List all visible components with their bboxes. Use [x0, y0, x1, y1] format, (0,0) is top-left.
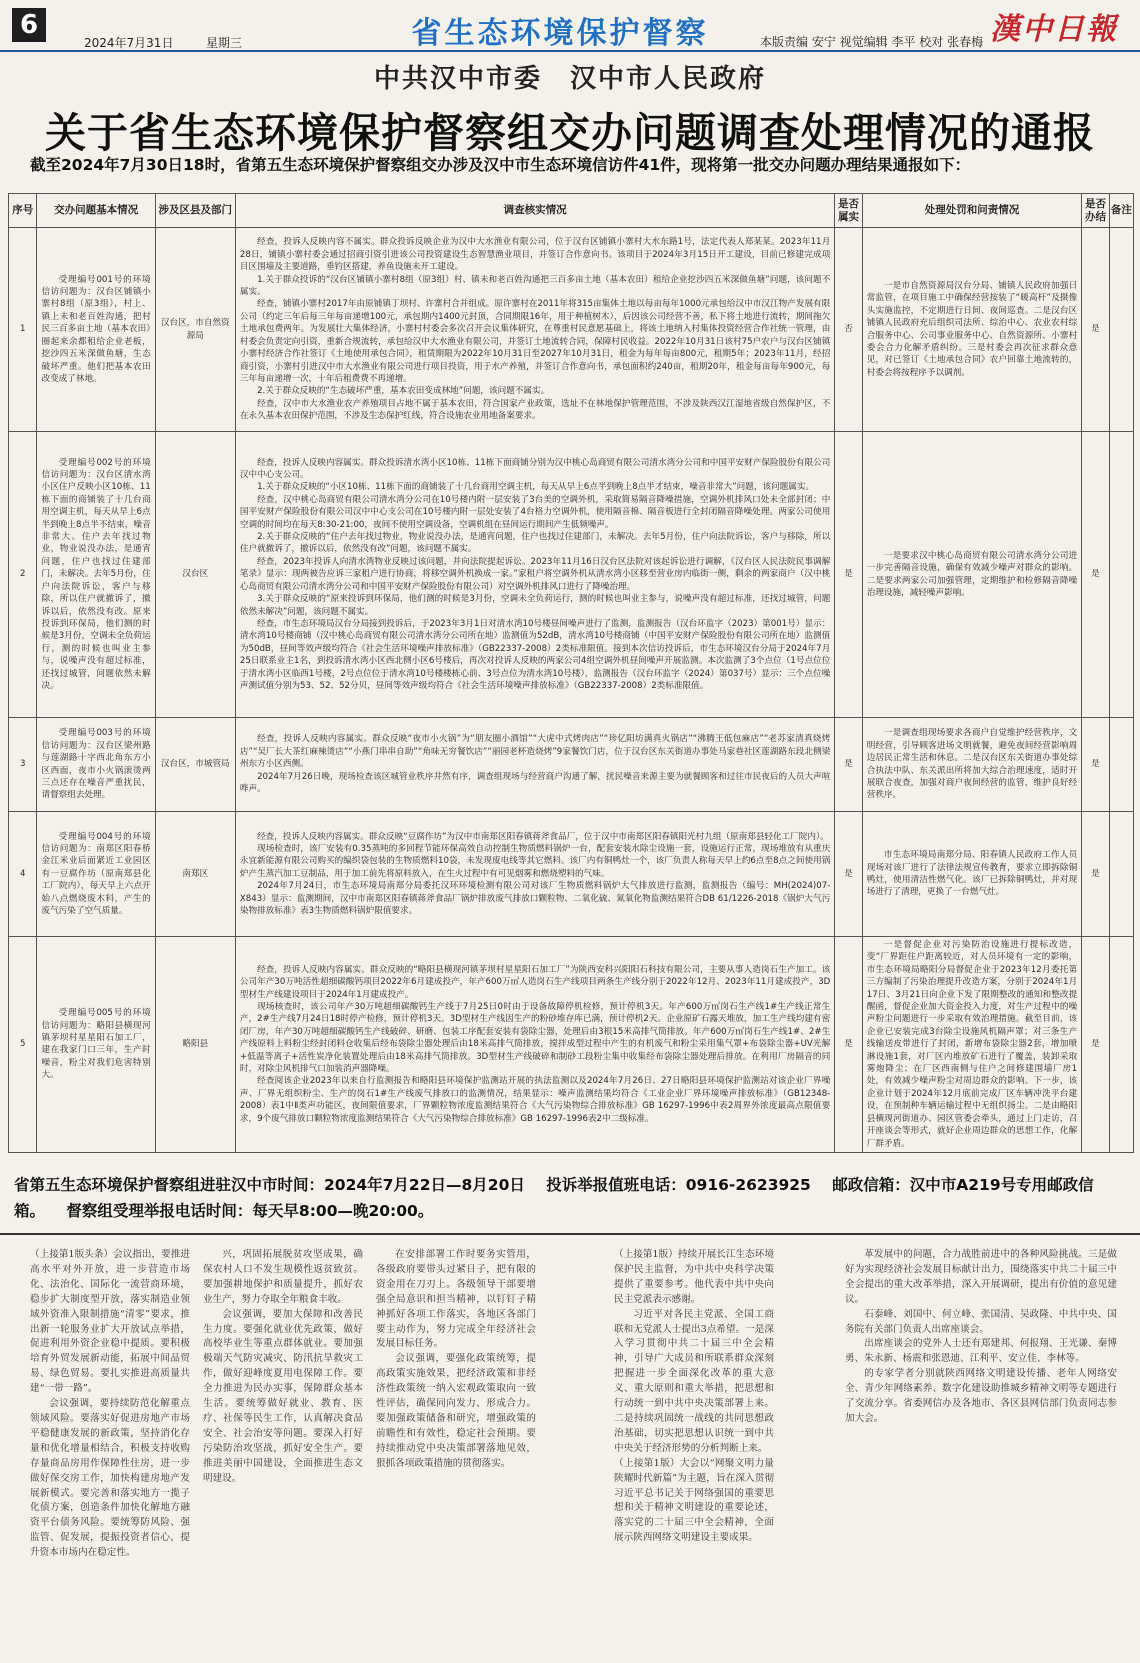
row-survey: 经查，投诉人反映内容属实。群众投诉清水湾小区10栋、11栋下面商铺分别为汉中桃心岛商贸有限公司清水湾分公司和中国平安财产保险股份有限公司汉中中心支公司。 1.关于群众反映的“小区10栋、11栋下面的商铺装了十几台商用空调主机，每天从早上6点半到晚上8点半才结束，噪音非常大”问题，该问题属实。 经查，汉中桃心岛商贸有限公司清水湾分公司在10号楼内附一层安装了3台美的空调外机，采取简易隔音降噪措施，空调外机排风口处未全部封闭；中国平安财产保险股份有限公司汉中中心支公司在10号楼内附一层处安装了4台格力空调外机，使用隔音棉、隔音板进行全封闭隔音降噪处理。两家公司使用空调的时间均在每天8:30-21:00，夜间不使用空调设备，空调机组在昼间运行期间产生低频噪声。 2.关于群众反映的“住户去年找过物业，物业说没办法，是通宵问题，住户也找过住建部门，未解决。去年5月份，住户向法院诉讼，客户与移除，所以住户就撤诉了，撤诉以后，依然没有改”问题，该问题不属实。 经查，2023年投诉人向清水湾物业反映过该问题，并向法院提起诉讼。2023年11月16日汉台区法院对该起诉讼进行调解，《汉台区人民法院民事调解笔录》显示：现两被告应诉三家租户进行协商，将移空调外机换成一家。”家租户将空调外机从清水湾小区移至营业房内临街一侧，剩余的两家商户（汉中桃心岛商贸有限公司清水湾分公司和中国平安财产保险股份有限公司）对空调外机排风口进行了降噪治理。 3.关于群众反映的“原来投诉到环保局，他们测的时候是3月份，空调未全负荷运行，测的时候也叫业主参与，说噪声没有超过标准，还找过城管，问题依然未解决”问题，该问题不属实。 经查，市生态环境局汉台分局接到投诉后，于2023年3月1日对清水湾10号楼昼间噪声进行了监测，监测报告（汉台环监字（2023）第001号）显示：清水湾10号楼商铺（汉中桃心岛商贸有限公司清水湾分公司所在地）监测值为52dB，清水湾10号楼商铺（中国平安财产保险股份有限公司所在地）监测值为50dB，昼间等效声级均符合《社会生活环境噪声排放标准》（GB22337-2008）2类标准限值。接到本次信访投诉后，市生态环境汉台分局于2024年7月25日联系业主1名，到投诉清水湾小区西北侧小区6号楼后，再次对投诉人反映的两家公司4组空调外机昼间噪声开展监测。本次监测了3个点位（1号点位位于清水湾小区临西1号楼，2号点位位于清水湾10号楼楼栋心前、3号点位为清水湾10号楼），监测报告（汉台环监字（2024）第037号）显示：三个点位噪声测试值分别为53、52、52分贝，昼间等效声级均符合《社会生活环境噪声排放标准》（GB22337-2008）2类标准限值。: [235, 432, 834, 718]
row-handling: 市生态环境局南郑分局、阳春镇人民政府工作人员现场对该厂进行了法律法规宣传教育，要求立即拆除铜鸭灶，使用清洁性燃气化。该厂已拆除铜鸭灶，并对现场进行了清理，更换了一台燃气灶。: [862, 812, 1082, 937]
row-survey: 经查，投诉人反映内容属实。群众反映“豆腐作坊”为汉中市南郑区阳春镇蒋斧食品厂，位于汉中市南郑区阳春镇阳光村九组（原南郑县轻化工厂院内）。 现场检查时，该厂安装有0.35蒸吨的多回程节能环保高效自动控制生物质燃料锅炉一台，配套安装水除尘设施一套，设施运行正常，现场堆放有从重庆永宜新能源有限公司购买的编织袋包装的生物质燃料10袋，未发现废电线等其它燃料。该厂内有铜鸭灶一个，该厂负责人称每天早上约6点至8点之间使用锅炉产生蒸汽加工豆制品，用于加工前先将原料放入，在生火过程中有可见烟雾和燃烧塑料的气味。 2024年7月24日，市生态环境局南郑分局委托汉环环境检测有限公司对该厂生物质燃料锅炉大气排放进行监测，监测报告（编号：MH(2024)07-X843）显示：监测期间，汉中市南郑区阳春镇蒋斧食品厂锅炉排放废气排放口颗粒物、二氧化硫、氮氧化物监测结果符合DB 61/1226-2018《锅炉大气污染物排放标准》表3生物质燃料锅炉限值要求。: [235, 812, 834, 937]
row-no: 3: [9, 718, 37, 812]
row-true: 是: [835, 432, 862, 718]
continued-column-2: 兴，巩固拓展脱贫攻坚成果，确保农村人口不发生规模性返贫致贫。要加强耕地保护和质量提升，抓好农业生产，努力夺取全年粮食丰收。 会议强调，要加大保障和改善民生力度。要强化就业优先政策，做好高校毕业生等重点群体就业。要加强极端天气防灾减灾、防汛抗旱救灾工作，做好迎峰度夏用电保障工作。要全力推进为民办实事，保障群众基本生活。要统筹做好就业、教育、医疗、社保等民生工作，认真解决食品安全、社会治安等问题。要深入打好污染防治攻坚战，抓好安全生产。要推进美丽中国建设，全面推进生态文明建设。: [203, 1249, 363, 1484]
row-basic: 受理编号002号的环境信访问题为：汉台区清水湾小区住户反映小区10栋、11栋下面的商铺装了十几台商用空调主机，每天从早上6点半到晚上8点半不结束，噪音非常大。住户去年找过物业，物业说没办法，是通宵问题，住户也找过住建部门，未解决。去年5月份，住户向法院诉讼，客户与移除，所以住户就撤诉了，撤诉以后，依然没有改。原来投诉到环保局，他们测的时候是3月份，空调未全负荷运行，测的时候也叫业主参与，说噪声没有超过标准，还找过城管，问题依然未解决。: [37, 432, 155, 718]
issue-weekday: 星期三: [206, 36, 243, 50]
row-basic: 受理编号003号的环境信访问题为：汉台区梁州路与莲湖路十字西北角东方小区西面，夜市小火锅滚烫两三点还存在噪音严重扰民，请督察组去处理。: [37, 718, 155, 812]
row-closed: 是: [1082, 812, 1109, 937]
row-note: [1109, 432, 1133, 718]
row-note: [1109, 937, 1133, 1153]
inspection-notice: [14, 1172, 1130, 1224]
issuing-authorities: 中共汉中市委 汉中市人民政府: [373, 64, 766, 94]
section-title: 省生态环境保护督察: [411, 16, 709, 51]
row-basic: 受理编号004号的环境信访问题为：南郑区阳春桥金江米业后面紧近工业园区有一豆腐作坊（原南郑县化工厂院内），每天早上六点开始八点燃烧废木料，产生的废气污染了空气质量。: [37, 812, 155, 937]
row-dept: 略阳县: [155, 937, 235, 1153]
table-header-row: [9, 194, 1134, 228]
header-survey: 调查核实情况: [235, 194, 834, 228]
continued-column-4: （上接第1版）持续开展长江生态环境保护民主监督，为中共中央科学决策提供了重要参考。他代表中共中央向民主党派表示感谢。 习近平对各民主党派、全国工商联和无党派人士提出3点希望。一是深入学习贯彻中共二十届三中全会精神，引导广大成员和所联系群众深刻把握进一步全面深化改革的重大意义、重大原则和重大举措，把思想和行动统一到中共中央决策部署上来。二是持续巩固统一战线的共同思想政治基础，切实把思想认识统一到中共中央关于经济形势的分析判断上来。 （上接第1版）大会以“网聚文明力量 陕耀时代新篇”为主题，旨在深入贯彻习近平总书记关于网络强国的重要思想和关于精神文明建设的重要论述，落实党的二十届三中全会精神，全面展示陕西网络文明建设主要成果。: [614, 1249, 774, 1544]
row-dept: 汉台区，市城管局: [155, 718, 235, 812]
issue-date: 2024年7月31日: [84, 36, 174, 50]
row-dept: 汉台区，市自然资源局: [155, 228, 235, 432]
table-row: [9, 937, 1134, 1153]
table-row: [9, 718, 1134, 812]
newspaper-logo: 漢中日報: [990, 12, 1118, 47]
row-closed: 是: [1082, 432, 1109, 718]
header-handling: 处理处罚和问责情况: [862, 194, 1082, 228]
header-basic: 交办问题基本情况: [37, 194, 155, 228]
row-note: [1109, 718, 1133, 812]
header-no: 序号: [9, 194, 37, 228]
row-survey: 经查，投诉人反映内容属实。群众反映“夜市小火锅”为“朋友圈小酒馆”“大虎中式烤肉店”“珍亿阳坊满真火锅店”“沸腾王低包麻店”“老苏家清真烧烤店”“吴厂长大茶红麻辣烫店”“小燕门串串自助”“角味无穷餐饮店”“丽园老杯造烧烤”9家餐饮门店，位于汉台区东关街道办事处马家巷社区莲湖路东段北侧梁州东方小区西侧。 2024年7月26日晚，现场检查该区城管业秩序井然有序，调查组现场与经营商户沟通了解，扰民噪音来源主要为就餐顾客和过往市民夜后的人员大声喧哗声。: [235, 718, 834, 812]
table-row: [9, 228, 1134, 432]
header-dept: 涉及区县及部门: [155, 194, 235, 228]
row-no: 1: [9, 228, 37, 432]
hotline-hours: 督察组受理举报电话时间：每天早8:00—晚20:00。: [66, 1202, 434, 1220]
row-no: 5: [9, 937, 37, 1153]
row-handling: 一是督促企业对污染防治设施进行提标改造，变“厂界距住户距离较近，对人员环境有一定的影响，市生态环境局略阳分局督促企业于2023年12月委托第三方编制了污染治理提升改造方案，分别于2024年1月17日、3月21日向企业下发了限期整改的通知和整改提醒函，督促企业加大资金投入力度，对生产过程中的噪声粉尘问题进行一步采取有效治理措施。截至目前，该企业已安装完成3台除尘设施风机隔声罩；对三条生产线输送皮带进行了封闭，新增布袋除尘器2套，增加喷淋设施1套，对厂区内堆放矿石进行了覆盖，装卸采取雾炮降尘；在厂区西南侧与住户之间修建围墙厂房1处，有效减少噪声粉尘对周边群众的影响。下一步，该企业计划于2024年12月底前完成厂区车辆冲洗平台建设，在预制种车辆运输过程中无组织扬尘。二是由略阳县横现河街道办、园区管委会牵头，通过上门走访，召开座谈会等形式，就好企业周边群众的思想工作，化解厂群矛盾。: [862, 937, 1082, 1153]
complaint-phone: 投诉举报值班电话：0916-2623925: [546, 1176, 811, 1194]
row-basic: 受理编号005号的环境信访问题为：略阳县横现河镇茅坝村星星阳石加工厂，建在我家门口三年，生产时噪音，粉尘对我们危害特别大。: [37, 937, 155, 1153]
row-survey: 经查，投诉人反映内容属实。群众反映的“略阳县横现河镇茅坝村星星阳石加工厂”为陕西安科兴阳阳石科技有限公司，主要从事人造岗石生产加工。该公司年产30万吨活性超细碳酸钙项目2022年6月建成投产，年产600万㎡人造岗石生产线项目两条生产线分别于2022年12月、2023年11月建成投产，3D型材生产线建设项目于2024年1月建成投产。 现场核查时，该公司年产30万吨超细碳酸钙生产线于7月25日0时由于设备故障停机检修，预计停机3天。年产600万㎡岗石生产线1#生产线正常生产，2#生产线7月24日18时停产检修，预计停机3天。3D型材生产线因生产的粉砂堆存库已满，预计停机2天。企业原矿石露天堆放，加工生产线均建有密闭厂房，年产30万吨超细碳酸钙生产线破碎、研磨、包装工序配套安装有袋除尘器，处理后由3根15米高排气筒排放。年产600万㎡岗石生产线1#、2#生产线原料上料粉尘经封闭料仓收集后经布袋除尘器处理后由18米高排气筒排放，搅拌成型过程中产生的有机废气和粉尘采用集气罩+布袋除尘器+UV光解+低温等离子+活性炭净化装置处理后由18米高排气筒排放。3D型材生产线破碎和制砂工段粉尘集中收集经布袋除尘器处理后排放。在利用厂房隔音的同时，对除尘风机排气口加装消声器降噪。 经查阅该企业2023年以来自行监测报告和略阳县环境保护监测站开展的执法监测以及2024年7月26日、27日略阳县环境保护监测站对该企业厂界噪声、厂界无组织粉尘、生产的岗石1#生产线废气排放口的监测情况，结果显示：噪声监测结果均符合《工业企业厂界环境噪声排放标准》（GB12348-2008）表1中Ⅱ类声功能区，夜间限值要求，厂界颗粒物浓度监测结果符合《大气污染物综合排放标准》GB 16297-1996中表2周界外浓度最高点限值要求，9个废气排放口颗粒物浓度监测结果符合《大气污染物综合排放标准》GB 16297-1996表2中二级标准。: [235, 937, 834, 1153]
page-header: [0, 0, 1140, 52]
row-true: 是: [835, 937, 862, 1153]
row-closed: 是: [1082, 718, 1109, 812]
headline: 关于省生态环境保护督察组交办问题调查处理情况的通报: [45, 109, 1095, 157]
case-table: [8, 193, 1134, 1153]
table-row: [9, 812, 1134, 937]
row-true: 否: [835, 228, 862, 432]
row-note: [1109, 228, 1133, 432]
continued-column-5: 革发展中的问题，合力战胜前进中的各种风险挑战。三是做好为实现经济社会发展目标献计出力，围绕落实中共二十届三中全会提出的重大改革举措，深入开展调研，提出有价值的意见建议。 石泰峰、刘国中、何立峰、张国清、吴政隆、中共中央、国务院有关部门负责人出席座谈会。 出席座谈会的党外人士还有郑建邦、何报翔、王光谦、秦博勇、朱永新、杨震和张恩迪、江利平、安立佳、李林等。 的专家学者分别就陕西网络文明建设传播、老年人网络安全、青少年网络素养、数字化建设助推城乡精神文明等专题进行了交流分享。省委网信办及各地市、各区县网信部门负责同志参加大会。: [845, 1249, 1117, 1424]
row-true: 是: [835, 812, 862, 937]
row-survey: 经查，投诉人反映内容不属实。群众投诉反映企业为汉中大水渔业有限公司，位于汉台区铺镇小寨村大水东路1号，法定代表人郑某某。2023年11月28日，铺镇小寨村委会通过招商引资引进该公司投资建设生态智慧渔业项目，并签订合作意向书。该项目于2024年3月15日开工建设，目前已修建完成项目区围墙及主要道路，垂钓区搭建，养鱼设施未开工建设。 1.关于群众投诉的“汉台区铺镇小寨村8组（原3组）村、镇未和老百姓沟通把三百多亩土地（基本农田）租给企业挖沙四五米深做鱼塘”问题，该问题不属实。 经查，铺镇小寨村2017年由原铺镇丁坝村、许寨村合并组成。原许寨村在2011年将315亩集体土地以每亩每年1000元承包给汉中市汉江物产发展有限公司（约定三年后每三年每亩递增100元，承包期内1400元封顶，合同期限16年，用于种植树木），后因该公司经营不善，私下将土地进行流转，期间拖欠土地承包费两年。为发展壮大集体经济，小寨村村委会多次召开会议集体研究，在尊重村民意愿基础上，将该土地纳入村集体投资经营合作社统一管理，由村委会负责定向引资，重新合规流转，承包给汉中大水渔业有限公司，并签订土地流转合同，保障村民收益。2022年10月31日该村75户农户与汉台区铺镇小寨村经济合作社签订《土地使用承包合同》，租赁期限为2022年10月31日至2027年10月31日，租金为每年每亩800元，租期5年；2023年11月，经招商引资，小寨村引进汉中市大水渔业有限公司进行项目投资，用于水产养殖，并签订合作意向书，承包面积约240亩，租期20年，租金每亩每年900元，每三年每亩递增一次，十年后租费费不再递增。 2.关于群众反映的“生态破坏严重，基本农田变成林地”问题，该问题不属实。 经查，汉中市大水渔业农产养殖项目占地不属于基本农田，符合国家产业政策，选址不在林地保护管理范围，不涉及陕西汉江湿地省级自然保护区，不在永久基本农田保护范围，不涉及生态保护红线，符合设施农业用地备案要求。: [235, 228, 834, 432]
row-basic: 受理编号001号的环境信访问题为：汉台区铺镇小寨村8组（原3组），村上、镇上未和老百姓沟通，把村民三百多亩土地（基本农田）圈起来余都租给企业老板，挖沙四五米深做鱼塘，生态破坏严重。他们把基本农田改变成了林地。: [37, 228, 155, 432]
divider: [0, 1233, 1140, 1235]
editor-credits: 本版责编 安宁 视觉编辑 李平 校对 张春梅: [760, 35, 984, 49]
row-note: [1109, 812, 1133, 937]
mailbox: 邮政信箱：汉中市A219号专用邮政信箱。: [14, 1176, 1094, 1220]
header-note: 备注: [1109, 194, 1133, 228]
header-closed: 是否办结: [1082, 194, 1109, 228]
row-handling: 一是调查组现场要求各商户自觉维护经营秩序，文明经营，引导顾客进场文明就餐，避免夜间经营影响周边居民正常生活和休息。二是汉台区东关街道办事处综合执法中队、东关派出所将加大综合治理速度，适时开展联合夜查，加强对商户夜间经营的监管，维护良好经营秩序。: [862, 718, 1082, 812]
row-no: 2: [9, 432, 37, 718]
row-true: 是: [835, 718, 862, 812]
page-number: 6: [12, 8, 46, 42]
continued-column-1: （上接第1版头条）会议指出，要推进高水平对外开放，进一步营造市场化、法治化、国际化一流营商环境，稳步扩大制度型开放，落实制造业领域外资准入限制措施“清零”要求，推出新一轮服务业扩大开放试点举措，促进利用外资企业稳中提质。要积极培育外贸发展新动能，拓展中间品贸易、绿色贸易。要扎实推进高质量共建“一带一路”。 会议强调，要持续防范化解重点领域风险。要落实好促进房地产市场平稳健康发展的新政策，坚持消化存量和优化增量相结合，积极支持收购存量商品房用作保障性住房，进一步做好保交房工作，加快构建房地产发展新模式。要完善和落实地方一揽子化债方案，创造条件加快化解地方融资平台债务风险。要统筹防风险、强监管、促发展，提振投资者信心，提升资本市场内在稳定性。: [30, 1249, 190, 1559]
row-closed: 是: [1082, 228, 1109, 432]
inspection-period: 省第五生态环境保护督察组进驻汉中市时间：2024年7月22日—8月20日: [14, 1176, 525, 1194]
intro-paragraph: 截至2024年7月30日18时，省第五生态环境保护督察组交办涉及汉中市生态环境信访件41件，现将第一批交办问题办理结果通报如下：: [30, 156, 971, 174]
row-handling: 一是市自然资源局汉台分局、铺镇人民政府加强日常监管，在项目施工中确保经营按装了“暖高杆”及摄像头实施监控，不定期进行日间、夜间巡查。二是汉台区铺镇人民政府充后组织司法所、综治中心、农业农村综合服务中心、公司事业服务中心、自然资源所、小寨村委会合力化解矛盾纠纷。三是村委会再次征求群众意见，对已签订《土地承包合同》农户回靠土地流转的，村委会将按程序予以调剂。: [862, 228, 1082, 432]
continued-column-3: 在安排部署工作时要务实管用，各级政府要带头过紧日子，把有限的资金用在刀刃上。各级领导干部要增强全局意识和担当精神，以钉钉子精神抓好各项工作落实，各地区各部门要主动作为，努力完成全年经济社会发展目标任务。 会议强调，要强化政策统筹，提高政策实施效果，把经济政策和非经济性政策统一纳入宏观政策取向一致性评估，确保同向发力、形成合力。要加强政策储备和研究，增强政策的前瞻性和有效性，稳定社会预期。要持续推动党中央决策部署落地见效，狠抓各项政策措施的贯彻落实。: [376, 1249, 536, 1469]
row-dept: 南郑区: [155, 812, 235, 937]
table-row: [9, 432, 1134, 718]
header-true: 是否属实: [835, 194, 862, 228]
row-closed: 是: [1082, 937, 1109, 1153]
row-dept: 汉台区: [155, 432, 235, 718]
row-no: 4: [9, 812, 37, 937]
row-handling: 一是要求汉中桃心岛商贸有限公司清水湾分公司进一步完善隔音设施，确保有效减少噪声对群众的影响。二是要求两家公司加强管理，定期维护和检修隔音降噪治理设施，减轻噪声影响。: [862, 432, 1082, 718]
